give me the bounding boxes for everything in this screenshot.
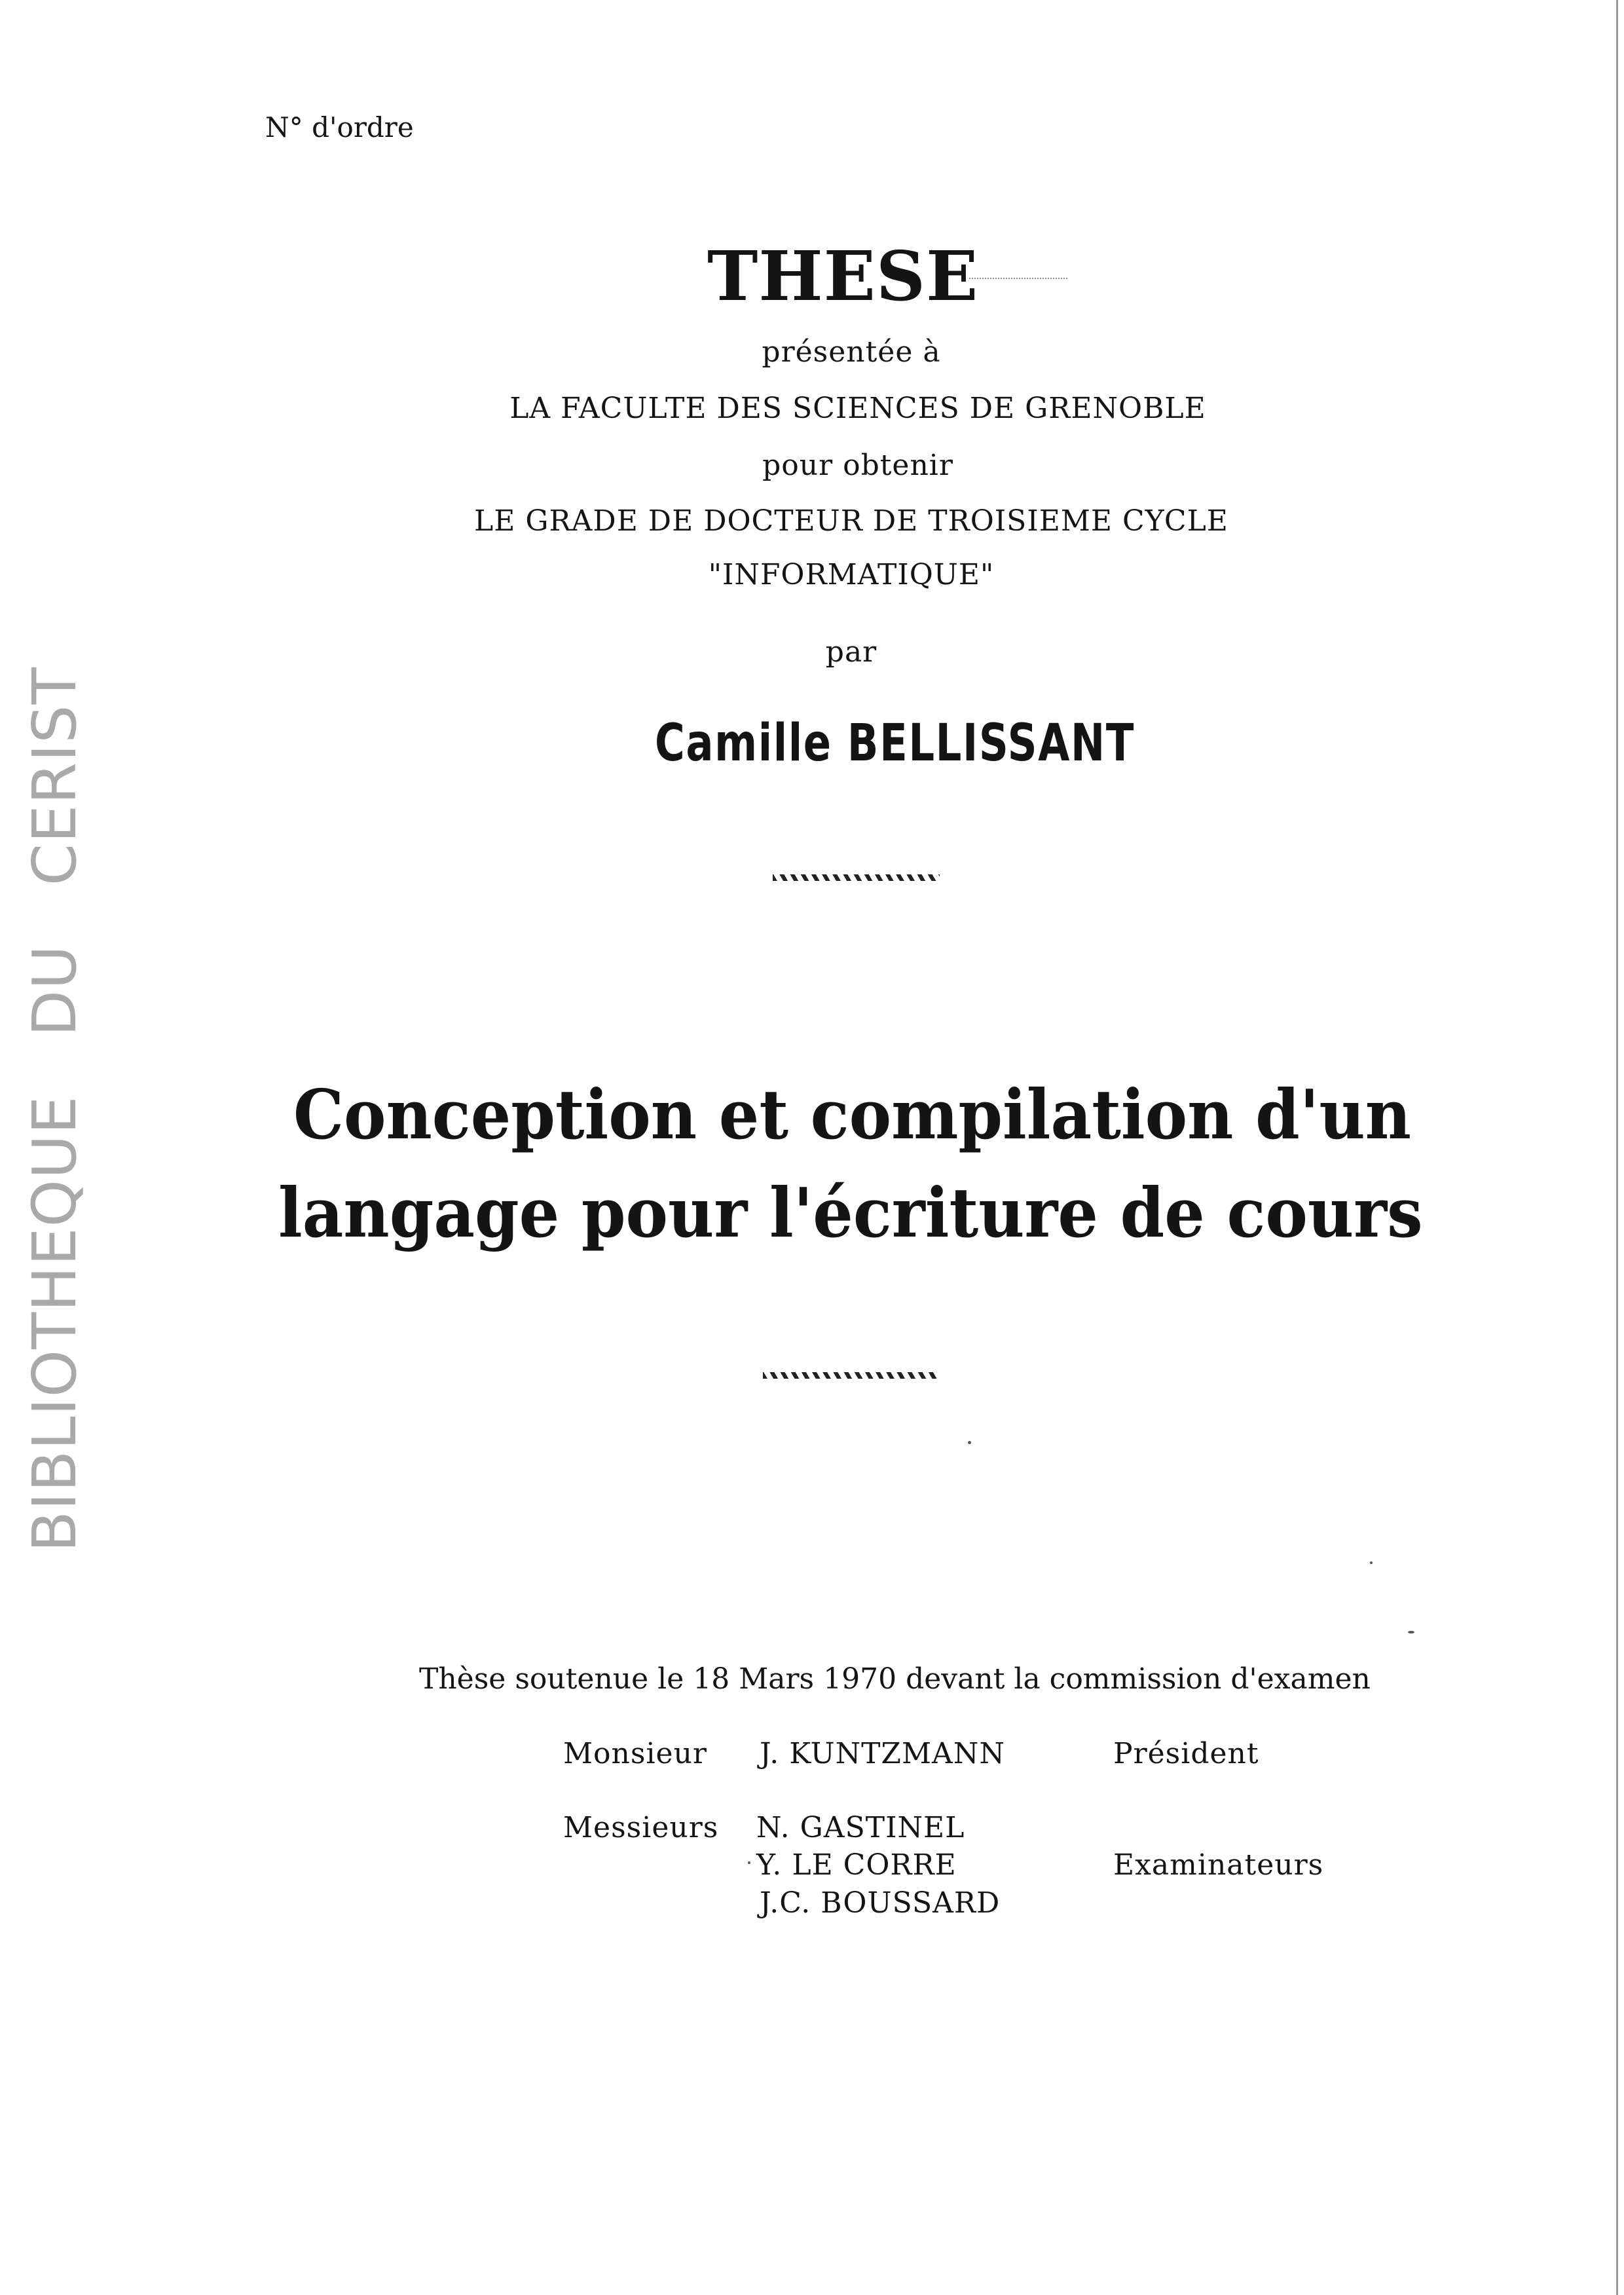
thesis-title-line-1: Conception et compilation d'un xyxy=(293,1074,1412,1155)
ornament-divider-bottom xyxy=(763,1372,936,1379)
scan-speck xyxy=(968,1441,971,1444)
president-role: Président xyxy=(1113,1737,1259,1770)
scan-speck xyxy=(1370,1561,1373,1564)
stamp-word: BIBLIOTHEQUE xyxy=(20,1095,90,1552)
examiner-name: Y. LE CORRE xyxy=(756,1848,957,1882)
examiner-name: N. GASTINEL xyxy=(756,1811,965,1844)
presentee-text: présentée à xyxy=(762,335,941,369)
stamp-word: DU xyxy=(20,944,90,1037)
thesis-title-line-2: langage pour l'écriture de cours xyxy=(278,1172,1423,1253)
these-heading: THESE xyxy=(707,236,979,316)
examiner-name: J.C. BOUSSARD xyxy=(760,1886,1001,1920)
library-stamp xyxy=(20,667,90,1552)
defense-statement: Thèse soutenue le 18 Mars 1970 devant la commission d'examen xyxy=(419,1662,1371,1696)
monsieur-label: Monsieur xyxy=(563,1737,707,1770)
obtain-text: pour obtenir xyxy=(762,449,953,482)
speciality-text: "INFORMATIQUE" xyxy=(708,558,995,591)
degree-text: LE GRADE DE DOCTEUR DE TROISIEME CYCLE xyxy=(474,504,1228,538)
messieurs-label: Messieurs xyxy=(563,1811,719,1844)
president-name: J. KUNTZMANN xyxy=(760,1737,1005,1770)
page-edge-line xyxy=(1616,0,1618,2295)
these-dash-line xyxy=(969,278,1067,279)
faculty-name: LA FACULTE DES SCIENCES DE GRENOBLE xyxy=(509,392,1206,425)
ornament-divider-top xyxy=(773,874,940,881)
ordre-label: N° d'ordre xyxy=(265,111,414,143)
par-text: par xyxy=(825,635,877,669)
scan-speck xyxy=(748,1861,750,1864)
author-name: Camille BELLISSANT xyxy=(655,714,1135,773)
scan-speck xyxy=(1408,1631,1414,1633)
examiners-role: Examinateurs xyxy=(1113,1848,1324,1882)
stamp-word: CERIST xyxy=(20,667,90,886)
